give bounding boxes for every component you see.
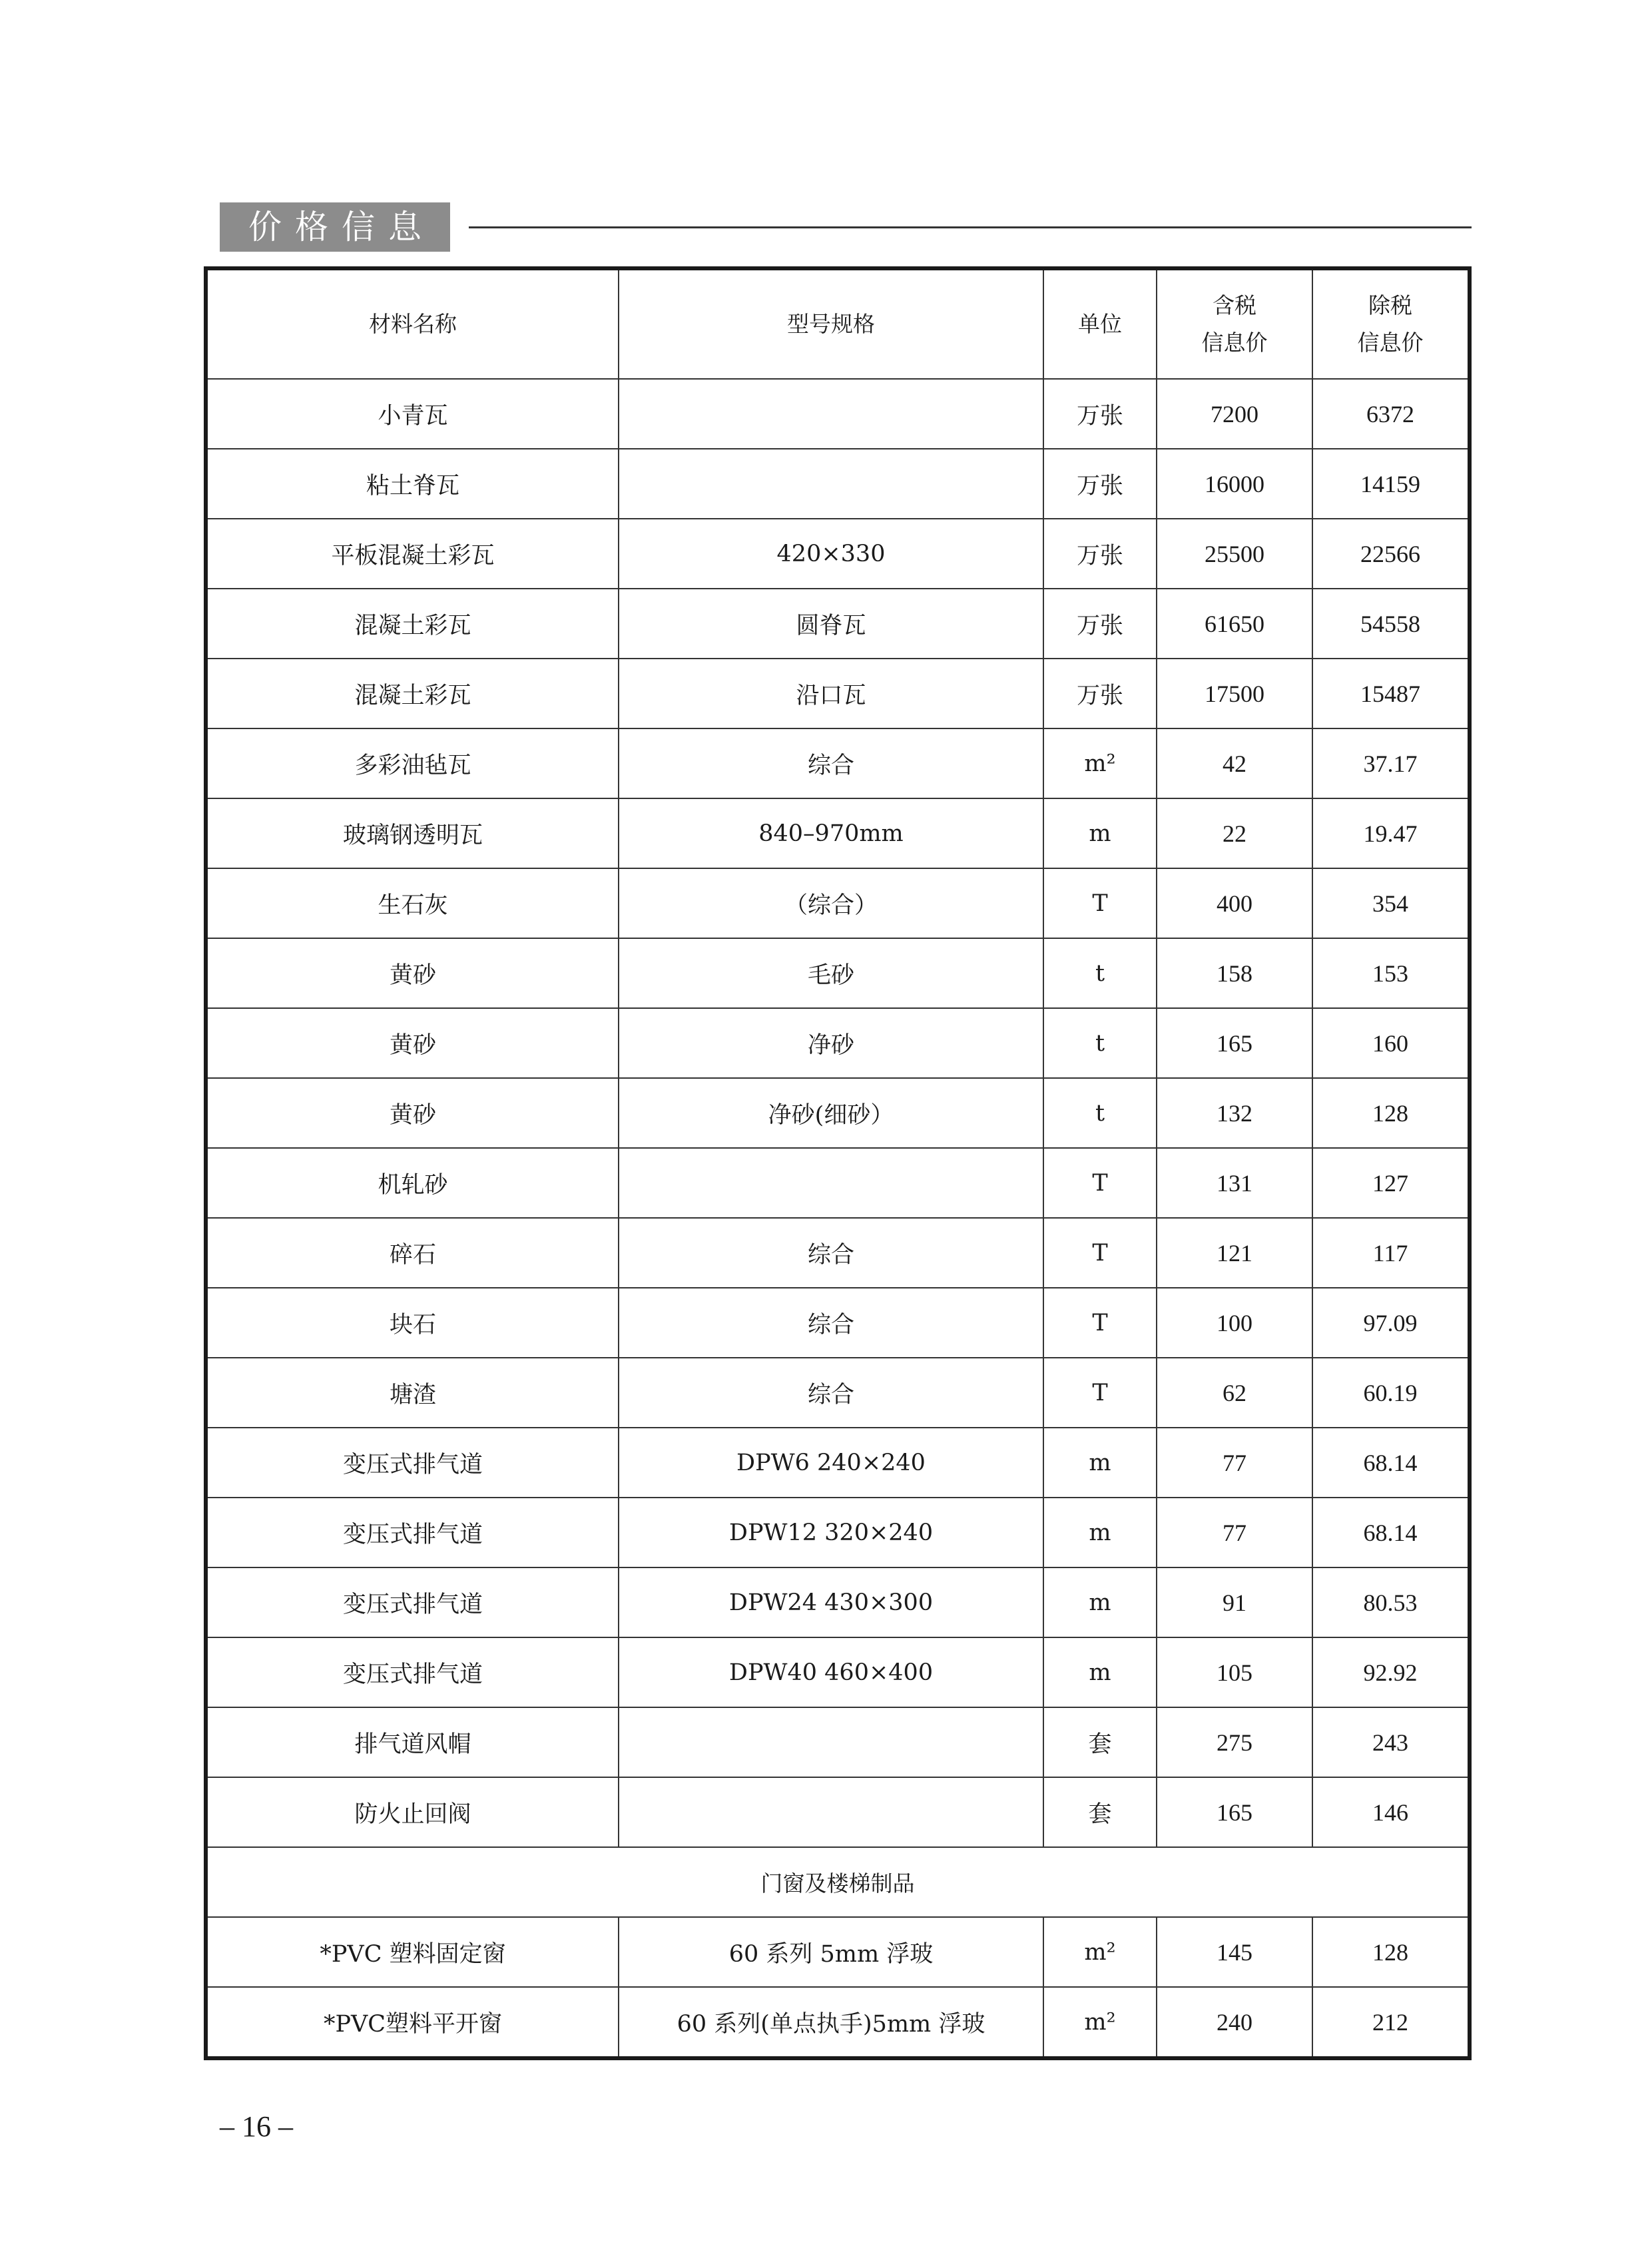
cell-spec: DPW40 460×400 (619, 1637, 1043, 1707)
cell-price-with-tax: 275 (1157, 1707, 1312, 1777)
cell-unit: 万张 (1043, 519, 1157, 589)
cell-price-with-tax: 16000 (1157, 449, 1312, 519)
cell-spec: 60 系列(单点执手)5mm 浮玻 (619, 1987, 1043, 2058)
cell-price-without-tax: 80.53 (1312, 1567, 1470, 1637)
cell-spec (619, 449, 1043, 519)
cell-price-without-tax: 68.14 (1312, 1428, 1470, 1498)
cell-material-name: 黄砂 (206, 1008, 619, 1078)
cell-price-with-tax: 77 (1157, 1498, 1312, 1567)
header-price-with-tax-line1: 含税 (1213, 292, 1256, 318)
cell-price-without-tax: 127 (1312, 1148, 1470, 1218)
cell-material-name: 变压式排气道 (206, 1637, 619, 1707)
cell-price-with-tax: 62 (1157, 1358, 1312, 1428)
table-header-row (206, 268, 1470, 379)
cell-price-without-tax: 19.47 (1312, 798, 1470, 868)
cell-material-name: 小青瓦 (206, 379, 619, 449)
cell-unit: t (1043, 1008, 1157, 1078)
table-category-row (206, 1847, 1470, 1917)
table-row (206, 1358, 1470, 1428)
cell-price-without-tax: 6372 (1312, 379, 1470, 449)
cell-spec: 综合 (619, 1358, 1043, 1428)
cell-price-without-tax: 60.19 (1312, 1358, 1470, 1428)
cell-material-name: 塘渣 (206, 1358, 619, 1428)
table-row (206, 1777, 1470, 1847)
cell-price-without-tax: 92.92 (1312, 1637, 1470, 1707)
cell-price-without-tax: 14159 (1312, 449, 1470, 519)
header-price-without-tax-line1: 除税 (1368, 292, 1412, 318)
cell-price-with-tax: 91 (1157, 1567, 1312, 1637)
cell-price-without-tax: 37.17 (1312, 728, 1470, 798)
cell-unit: 万张 (1043, 659, 1157, 728)
cell-price-with-tax: 400 (1157, 868, 1312, 938)
cell-price-with-tax: 132 (1157, 1078, 1312, 1148)
cell-spec: 综合 (619, 1288, 1043, 1358)
cell-material-name: 机轧砂 (206, 1148, 619, 1218)
cell-price-with-tax: 165 (1157, 1008, 1312, 1078)
cell-unit: 万张 (1043, 449, 1157, 519)
cell-unit: T (1043, 1288, 1157, 1358)
cell-price-with-tax: 77 (1157, 1428, 1312, 1498)
cell-unit: m (1043, 1637, 1157, 1707)
cell-unit: T (1043, 868, 1157, 938)
cell-price-without-tax: 354 (1312, 868, 1470, 938)
cell-material-name: 防火止回阀 (206, 1777, 619, 1847)
cell-spec: 毛砂 (619, 938, 1043, 1008)
cell-price-without-tax: 54558 (1312, 589, 1470, 659)
cell-price-with-tax: 100 (1157, 1288, 1312, 1358)
header-price-without-tax-line2: 信息价 (1357, 330, 1424, 356)
table-row (206, 1987, 1470, 2058)
cell-price-with-tax: 131 (1157, 1148, 1312, 1218)
table-row (206, 1637, 1470, 1707)
cell-spec: DPW12 320×240 (619, 1498, 1043, 1567)
header-price-without-tax (1312, 268, 1470, 379)
table-row (206, 1428, 1470, 1498)
header-unit: 单位 (1043, 268, 1157, 379)
cell-price-with-tax: 240 (1157, 1987, 1312, 2058)
cell-price-with-tax: 25500 (1157, 519, 1312, 589)
header-price-with-tax (1157, 268, 1312, 379)
table-row (206, 1218, 1470, 1288)
table-row (206, 1498, 1470, 1567)
cell-material-name: 混凝土彩瓦 (206, 589, 619, 659)
table-row (206, 1707, 1470, 1777)
cell-material-name: 黄砂 (206, 1078, 619, 1148)
table-row (206, 659, 1470, 728)
cell-spec: 60 系列 5mm 浮玻 (619, 1917, 1043, 1987)
cell-material-name: 变压式排气道 (206, 1567, 619, 1637)
cell-price-without-tax: 97.09 (1312, 1288, 1470, 1358)
cell-price-without-tax: 15487 (1312, 659, 1470, 728)
category-label: 门窗及楼梯制品 (206, 1847, 1470, 1917)
cell-price-with-tax: 158 (1157, 938, 1312, 1008)
cell-price-with-tax: 22 (1157, 798, 1312, 868)
cell-spec: 综合 (619, 1218, 1043, 1288)
header-price-with-tax-line2: 信息价 (1201, 330, 1268, 356)
cell-price-without-tax: 128 (1312, 1078, 1470, 1148)
table-row (206, 1917, 1470, 1987)
cell-spec: DPW24 430×300 (619, 1567, 1043, 1637)
section-header (220, 202, 1472, 252)
cell-material-name: *PVC塑料平开窗 (206, 1987, 619, 2058)
cell-material-name: 碎石 (206, 1218, 619, 1288)
cell-unit: t (1043, 938, 1157, 1008)
cell-unit: 万张 (1043, 589, 1157, 659)
header-spec: 型号规格 (619, 268, 1043, 379)
cell-spec: 净砂(细砂） (619, 1078, 1043, 1148)
table-row (206, 728, 1470, 798)
price-table (204, 266, 1472, 2060)
table-row (206, 1008, 1470, 1078)
table-row (206, 1288, 1470, 1358)
cell-unit: m (1043, 1498, 1157, 1567)
cell-material-name: 块石 (206, 1288, 619, 1358)
cell-price-without-tax: 243 (1312, 1707, 1470, 1777)
cell-material-name: 多彩油毡瓦 (206, 728, 619, 798)
cell-material-name: 变压式排气道 (206, 1498, 619, 1567)
cell-material-name: 黄砂 (206, 938, 619, 1008)
cell-spec: 圆脊瓦 (619, 589, 1043, 659)
table-row (206, 938, 1470, 1008)
cell-price-without-tax: 68.14 (1312, 1498, 1470, 1567)
cell-material-name: 变压式排气道 (206, 1428, 619, 1498)
cell-material-name: 混凝土彩瓦 (206, 659, 619, 728)
cell-price-with-tax: 121 (1157, 1218, 1312, 1288)
cell-unit: 万张 (1043, 379, 1157, 449)
cell-price-without-tax: 117 (1312, 1218, 1470, 1288)
cell-unit: m (1043, 1428, 1157, 1498)
cell-unit: T (1043, 1358, 1157, 1428)
cell-price-without-tax: 128 (1312, 1917, 1470, 1987)
cell-spec (619, 379, 1043, 449)
cell-material-name: 粘土脊瓦 (206, 449, 619, 519)
cell-unit: m² (1043, 1987, 1157, 2058)
table-row (206, 1567, 1470, 1637)
cell-spec: 沿口瓦 (619, 659, 1043, 728)
table-row (206, 519, 1470, 589)
cell-material-name: 平板混凝土彩瓦 (206, 519, 619, 589)
table-row (206, 798, 1470, 868)
cell-material-name: 排气道风帽 (206, 1707, 619, 1777)
cell-material-name: 生石灰 (206, 868, 619, 938)
table-row (206, 449, 1470, 519)
table-body (206, 379, 1470, 2058)
cell-spec (619, 1707, 1043, 1777)
cell-price-without-tax: 153 (1312, 938, 1470, 1008)
section-divider (469, 226, 1472, 228)
cell-unit: m² (1043, 728, 1157, 798)
cell-spec: （综合） (619, 868, 1043, 938)
cell-unit: m (1043, 798, 1157, 868)
table-row (206, 589, 1470, 659)
page-number: – 16 – (220, 2110, 293, 2143)
cell-unit: t (1043, 1078, 1157, 1148)
table-row (206, 1078, 1470, 1148)
cell-price-without-tax: 146 (1312, 1777, 1470, 1847)
table-row (206, 868, 1470, 938)
cell-price-with-tax: 42 (1157, 728, 1312, 798)
cell-spec: 净砂 (619, 1008, 1043, 1078)
header-material-name: 材料名称 (206, 268, 619, 379)
cell-material-name: 玻璃钢透明瓦 (206, 798, 619, 868)
cell-unit: m (1043, 1567, 1157, 1637)
section-title: 价格信息 (220, 202, 450, 252)
table-row (206, 1148, 1470, 1218)
cell-unit: T (1043, 1218, 1157, 1288)
cell-price-with-tax: 7200 (1157, 379, 1312, 449)
cell-spec: 840–970mm (619, 798, 1043, 868)
cell-unit: 套 (1043, 1777, 1157, 1847)
cell-unit: T (1043, 1148, 1157, 1218)
cell-spec (619, 1777, 1043, 1847)
cell-price-without-tax: 212 (1312, 1987, 1470, 2058)
cell-price-with-tax: 61650 (1157, 589, 1312, 659)
cell-price-with-tax: 17500 (1157, 659, 1312, 728)
cell-spec: DPW6 240×240 (619, 1428, 1043, 1498)
cell-spec: 420×330 (619, 519, 1043, 589)
cell-price-with-tax: 165 (1157, 1777, 1312, 1847)
cell-material-name: *PVC 塑料固定窗 (206, 1917, 619, 1987)
cell-spec (619, 1148, 1043, 1218)
table-row (206, 379, 1470, 449)
cell-price-without-tax: 160 (1312, 1008, 1470, 1078)
cell-spec: 综合 (619, 728, 1043, 798)
cell-price-without-tax: 22566 (1312, 519, 1470, 589)
cell-price-with-tax: 105 (1157, 1637, 1312, 1707)
cell-price-with-tax: 145 (1157, 1917, 1312, 1987)
cell-unit: m² (1043, 1917, 1157, 1987)
cell-unit: 套 (1043, 1707, 1157, 1777)
